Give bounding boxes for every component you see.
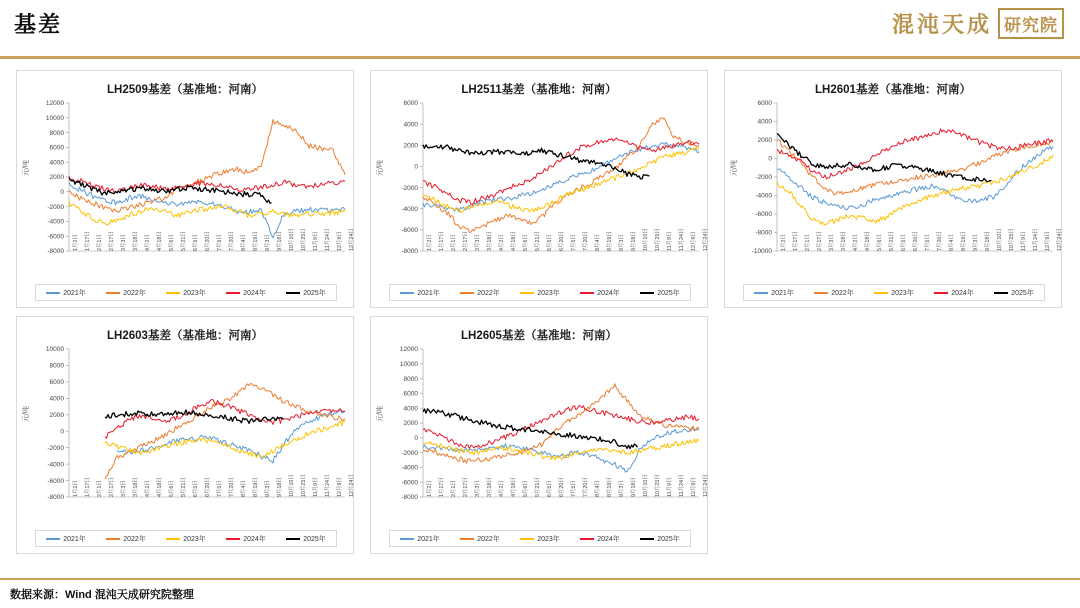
x-tick-label: 5月6日	[523, 480, 529, 497]
legend-label: 2025年	[303, 535, 326, 543]
x-tick-label: 6月20日	[205, 231, 211, 251]
legend-item-2023年[interactable]	[520, 288, 560, 298]
series-line-2024年	[777, 129, 1053, 179]
x-tick-label: 11月24日	[679, 228, 685, 251]
series-line-2022年	[423, 384, 699, 463]
svg-text:-6000: -6000	[401, 227, 418, 235]
x-tick-label: 4月18日	[511, 477, 517, 497]
svg-text:2000: 2000	[403, 142, 418, 150]
svg-text:6000: 6000	[403, 390, 418, 398]
svg-text:-10000: -10000	[751, 248, 772, 256]
legend-swatch-icon	[460, 538, 474, 540]
x-tick-label: 2月1日	[451, 480, 457, 497]
x-tick-label: 5月21日	[181, 477, 187, 497]
svg-text:-2000: -2000	[47, 444, 64, 452]
svg-text:10000: 10000	[399, 361, 418, 368]
legend-swatch-icon	[226, 538, 240, 540]
x-tick-label: 10月10日	[643, 474, 649, 497]
legend-swatch-icon	[520, 292, 534, 294]
y-axis-label: 元/吨	[731, 160, 738, 176]
y-axis-label: 元/吨	[23, 160, 30, 176]
x-tick-label: 7月5日	[217, 480, 223, 497]
x-tick-label: 2月17日	[109, 477, 115, 497]
legend-swatch-icon	[934, 292, 948, 294]
legend-item-2022年[interactable]	[106, 534, 146, 544]
legend-label: 2024年	[243, 289, 266, 297]
legend-label: 2021年	[63, 535, 86, 543]
x-tick-label: 5月21日	[535, 231, 541, 251]
chart-cell	[716, 66, 1070, 312]
legend-label: 2022年	[831, 289, 854, 297]
legend-swatch-icon	[874, 292, 888, 294]
x-tick-label: 1月2日	[427, 234, 433, 251]
x-tick-label: 9月18日	[985, 231, 991, 251]
legend-swatch-icon	[46, 538, 60, 540]
legend-item-2023年[interactable]	[874, 288, 914, 298]
svg-text:0: 0	[414, 163, 418, 171]
x-tick-label: 4月18日	[511, 231, 517, 251]
legend-swatch-icon	[286, 538, 300, 540]
x-tick-label: 5月6日	[523, 234, 529, 251]
legend-label: 2023年	[891, 289, 914, 297]
legend-swatch-icon	[46, 292, 60, 294]
x-tick-label: 6月5日	[547, 234, 553, 251]
x-tick-label: 7月5日	[217, 234, 223, 251]
x-tick-label: 2月17日	[463, 231, 469, 251]
x-tick-label: 12月24日	[703, 474, 709, 497]
x-tick-label: 2月1日	[805, 234, 811, 251]
legend-label: 2024年	[951, 289, 974, 297]
legend-item-2021年[interactable]	[46, 534, 86, 544]
x-tick-label: 3月18日	[487, 231, 493, 251]
legend-item-2025年[interactable]	[286, 534, 326, 544]
svg-text:-6000: -6000	[401, 479, 418, 487]
brand-logo	[892, 8, 1064, 39]
legend-label: 2022年	[477, 289, 500, 297]
x-tick-label: 7月20日	[583, 477, 589, 497]
svg-text:2000: 2000	[757, 137, 772, 145]
x-tick-label: 12月24日	[349, 474, 355, 497]
x-tick-label: 7月5日	[571, 234, 577, 251]
x-tick-label: 10月10日	[997, 228, 1003, 251]
x-tick-label: 4月18日	[157, 231, 163, 251]
x-tick-label: 3月3日	[475, 480, 481, 497]
x-tick-label: 8月19日	[607, 231, 613, 251]
x-tick-label: 3月18日	[133, 477, 139, 497]
x-tick-label: 7月20日	[937, 231, 943, 251]
chart-legend[interactable]	[389, 284, 691, 301]
x-tick-label: 3月3日	[121, 234, 127, 251]
x-tick-label: 2月1日	[97, 234, 103, 251]
legend-item-2021年[interactable]	[46, 288, 86, 298]
legend-item-2023年[interactable]	[166, 534, 206, 544]
svg-text:0: 0	[414, 435, 418, 442]
x-tick-label: 11月24日	[325, 474, 331, 497]
svg-text:6000: 6000	[49, 144, 64, 152]
x-tick-label: 8月19日	[607, 477, 613, 497]
svg-text:-4000: -4000	[47, 218, 64, 226]
x-tick-label: 9月18日	[277, 477, 283, 497]
legend-swatch-icon	[814, 292, 828, 294]
legend-label: 2024年	[243, 535, 266, 543]
x-tick-label: 10月25日	[655, 228, 661, 251]
svg-text:-2000: -2000	[755, 174, 772, 182]
source-note: 数据来源：Wind 混沌天成研究院整理	[10, 589, 194, 601]
x-tick-label: 5月21日	[889, 231, 895, 251]
svg-text:4000: 4000	[49, 159, 64, 167]
x-tick-label: 2月17日	[817, 231, 823, 251]
legend-label: 2025年	[657, 535, 680, 543]
chart-cell	[362, 312, 716, 558]
legend-swatch-icon	[520, 538, 534, 540]
series-line-2025年	[423, 409, 638, 449]
legend-label: 2024年	[597, 535, 620, 543]
x-tick-label: 8月4日	[595, 234, 601, 251]
x-tick-label: 9月3日	[973, 234, 979, 251]
x-tick-label: 5月21日	[181, 231, 187, 251]
legend-item-2022年[interactable]	[106, 288, 146, 298]
svg-text:2000: 2000	[49, 411, 64, 419]
x-tick-label: 1月2日	[781, 234, 787, 251]
x-tick-label: 9月18日	[631, 231, 637, 251]
x-tick-label: 11月9日	[1021, 231, 1027, 251]
svg-text:-8000: -8000	[755, 229, 772, 237]
series-line-2022年	[69, 120, 345, 213]
x-tick-label: 3月18日	[487, 477, 493, 497]
x-tick-label: 9月3日	[619, 234, 625, 251]
x-tick-label: 11月9日	[313, 477, 319, 497]
x-tick-label: 1月17日	[793, 231, 799, 251]
svg-text:-8000: -8000	[401, 494, 418, 502]
x-tick-label: 10月25日	[301, 474, 307, 497]
legend-label: 2022年	[123, 289, 146, 297]
chart-legend[interactable]	[389, 530, 691, 547]
svg-text:-4000: -4000	[401, 464, 418, 472]
legend-swatch-icon	[286, 292, 300, 294]
legend-swatch-icon	[994, 292, 1008, 294]
chart-legend[interactable]	[743, 284, 1045, 301]
x-tick-label: 8月4日	[595, 480, 601, 497]
svg-text:0: 0	[60, 189, 64, 196]
y-axis-label: 元/吨	[377, 160, 384, 176]
brand-name: 混沌天成	[891, 12, 992, 37]
x-tick-label: 2月17日	[463, 477, 469, 497]
svg-text:12000: 12000	[45, 100, 64, 108]
x-tick-label: 10月10日	[643, 228, 649, 251]
x-tick-label: 5月6日	[169, 234, 175, 251]
svg-text:0: 0	[60, 428, 64, 436]
legend-swatch-icon	[166, 538, 180, 540]
x-tick-label: 4月2日	[145, 234, 151, 251]
legend-swatch-icon	[106, 292, 120, 294]
svg-text:12000: 12000	[399, 346, 418, 354]
svg-text:6000: 6000	[49, 379, 64, 387]
legend-item-2021年[interactable]	[754, 288, 794, 298]
x-tick-label: 7月20日	[229, 231, 235, 251]
x-tick-label: 9月18日	[631, 477, 637, 497]
x-tick-label: 3月18日	[841, 231, 847, 251]
x-tick-label: 4月18日	[157, 477, 163, 497]
x-tick-label: 1月17日	[85, 231, 91, 251]
legend-label: 2021年	[771, 289, 794, 297]
y-axis-label: 元/吨	[377, 406, 384, 422]
x-tick-label: 6月5日	[547, 480, 553, 497]
chart-cell	[8, 312, 362, 558]
x-tick-label: 6月20日	[559, 477, 565, 497]
svg-text:4000: 4000	[49, 395, 64, 403]
header-divider	[0, 56, 1080, 59]
svg-text:-8000: -8000	[47, 494, 64, 502]
footer-divider	[0, 578, 1080, 580]
svg-text:-4000: -4000	[401, 205, 418, 213]
legend-label: 2023年	[183, 289, 206, 297]
legend-label: 2025年	[657, 289, 680, 297]
chart-title: LH2511基差（基准地：河南）	[461, 84, 617, 96]
y-axis-label: 元/吨	[23, 406, 30, 422]
x-tick-label: 8月19日	[253, 231, 259, 251]
x-tick-label: 12月9日	[691, 231, 697, 251]
series-line-2024年	[105, 400, 345, 439]
chart-panel-3[interactable]	[724, 70, 1062, 308]
chart-title: LH2603基差（基准地：河南）	[107, 330, 263, 342]
x-tick-label: 5月6日	[169, 480, 175, 497]
chart-cell	[8, 66, 362, 312]
legend-item-2022年[interactable]	[460, 534, 500, 544]
x-tick-label: 6月5日	[193, 234, 199, 251]
x-tick-label: 7月5日	[571, 480, 577, 497]
x-tick-label: 12月9日	[337, 477, 343, 497]
legend-label: 2023年	[183, 535, 206, 543]
svg-text:-2000: -2000	[47, 203, 64, 211]
svg-text:4000: 4000	[757, 118, 772, 126]
legend-swatch-icon	[640, 538, 654, 540]
x-tick-label: 10月10日	[289, 474, 295, 497]
x-tick-label: 7月20日	[229, 477, 235, 497]
x-tick-label: 4月18日	[865, 231, 871, 251]
x-tick-label: 8月4日	[241, 234, 247, 251]
x-tick-label: 3月3日	[475, 234, 481, 251]
legend-swatch-icon	[400, 292, 414, 294]
svg-text:8000: 8000	[49, 129, 64, 137]
legend-item-2025年[interactable]	[640, 288, 680, 298]
chart-panel-5[interactable]	[370, 316, 708, 554]
legend-label: 2025年	[303, 289, 326, 297]
svg-text:8000: 8000	[403, 375, 418, 383]
legend-swatch-icon	[754, 292, 768, 294]
chart-title: LH2601基差（基准地：河南）	[815, 84, 971, 96]
x-tick-label: 6月20日	[205, 477, 211, 497]
series-line-2021年	[423, 428, 699, 472]
x-tick-label: 9月3日	[265, 234, 271, 251]
x-tick-label: 6月20日	[913, 231, 919, 251]
svg-text:-8000: -8000	[47, 248, 64, 256]
x-tick-label: 1月2日	[73, 480, 79, 497]
series-line-2023年	[69, 201, 345, 225]
x-tick-label: 9月18日	[277, 231, 283, 251]
svg-text:0: 0	[768, 155, 772, 163]
series-line-2021年	[777, 146, 1053, 210]
chart-legend[interactable]	[35, 284, 337, 301]
x-tick-label: 12月9日	[691, 477, 697, 497]
x-tick-label: 11月9日	[313, 231, 319, 251]
svg-text:4000: 4000	[403, 405, 418, 413]
x-tick-label: 3月18日	[133, 231, 139, 251]
chart-cell-empty	[716, 312, 1070, 558]
x-tick-label: 9月3日	[619, 480, 625, 497]
legend-swatch-icon	[400, 538, 414, 540]
legend-label: 2024年	[597, 289, 620, 297]
x-tick-label: 12月9日	[337, 231, 343, 251]
legend-item-2025年[interactable]	[994, 288, 1034, 298]
x-tick-label: 8月4日	[949, 234, 955, 251]
svg-text:2000: 2000	[49, 174, 64, 182]
x-tick-label: 12月9日	[1045, 231, 1051, 251]
chart-panel-2[interactable]	[370, 70, 708, 308]
x-tick-label: 1月2日	[73, 234, 79, 251]
legend-label: 2021年	[417, 289, 440, 297]
series-line-2023年	[105, 420, 345, 458]
x-tick-label: 12月24日	[1057, 228, 1063, 251]
x-tick-label: 12月24日	[349, 228, 355, 251]
svg-text:-6000: -6000	[47, 233, 64, 241]
x-tick-label: 8月4日	[241, 480, 247, 497]
x-tick-label: 12月24日	[703, 228, 709, 251]
svg-text:-2000: -2000	[401, 449, 418, 457]
x-tick-label: 4月2日	[499, 234, 505, 251]
svg-text:4000: 4000	[403, 121, 418, 129]
x-tick-label: 7月20日	[583, 231, 589, 251]
x-tick-label: 10月10日	[289, 228, 295, 251]
x-tick-label: 11月9日	[667, 231, 673, 251]
legend-label: 2021年	[63, 289, 86, 297]
x-tick-label: 11月9日	[667, 477, 673, 497]
svg-text:10000: 10000	[45, 115, 64, 122]
legend-item-2025年[interactable]	[286, 288, 326, 298]
legend-item-2024年[interactable]	[580, 288, 620, 298]
x-tick-label: 3月3日	[121, 480, 127, 497]
legend-label: 2022年	[123, 535, 146, 543]
x-tick-label: 6月20日	[559, 231, 565, 251]
x-tick-label: 8月19日	[253, 477, 259, 497]
x-tick-label: 2月1日	[451, 234, 457, 251]
x-tick-label: 10月25日	[1009, 228, 1015, 251]
x-tick-label: 4月2日	[853, 234, 859, 251]
svg-text:6000: 6000	[757, 100, 772, 108]
legend-item-2022年[interactable]	[814, 288, 854, 298]
x-tick-label: 11月24日	[325, 228, 331, 251]
svg-text:-6000: -6000	[755, 211, 772, 219]
x-tick-label: 7月5日	[925, 234, 931, 251]
legend-swatch-icon	[640, 292, 654, 294]
x-tick-label: 1月17日	[439, 477, 445, 497]
x-tick-label: 1月17日	[85, 477, 91, 497]
x-tick-label: 1月2日	[427, 480, 433, 497]
legend-item-2024年[interactable]	[226, 534, 266, 544]
x-tick-label: 6月5日	[193, 480, 199, 497]
series-line-2024年	[423, 138, 699, 205]
legend-label: 2025年	[1011, 289, 1034, 297]
x-tick-label: 1月17日	[439, 231, 445, 251]
legend-swatch-icon	[580, 292, 594, 294]
chart-title: LH2605基差（基准地：河南）	[461, 330, 617, 342]
svg-text:6000: 6000	[403, 100, 418, 108]
svg-text:-8000: -8000	[401, 248, 418, 256]
chart-cell	[362, 66, 716, 312]
legend-item-2024年[interactable]	[226, 288, 266, 298]
x-tick-label: 10月25日	[301, 228, 307, 251]
legend-swatch-icon	[166, 292, 180, 294]
series-line-2025年	[69, 178, 272, 203]
svg-text:-2000: -2000	[401, 184, 418, 192]
legend-swatch-icon	[460, 292, 474, 294]
series-line-2025年	[423, 145, 650, 179]
svg-text:-4000: -4000	[755, 192, 772, 200]
legend-label: 2021年	[417, 535, 440, 543]
x-tick-label: 10月25日	[655, 474, 661, 497]
legend-item-2025年[interactable]	[640, 534, 680, 544]
legend-item-2023年[interactable]	[166, 288, 206, 298]
series-line-2022年	[423, 118, 699, 233]
series-line-2022年	[105, 384, 345, 480]
legend-item-2021年[interactable]	[400, 288, 440, 298]
x-tick-label: 4月2日	[499, 480, 505, 497]
legend-swatch-icon	[580, 538, 594, 540]
legend-swatch-icon	[226, 292, 240, 294]
x-tick-label: 11月24日	[679, 474, 685, 497]
chart-grid	[8, 66, 1072, 558]
x-tick-label: 4月2日	[145, 480, 151, 497]
x-tick-label: 5月21日	[535, 477, 541, 497]
legend-label: 2023年	[537, 535, 560, 543]
chart-panel-1[interactable]	[16, 70, 354, 308]
page-title: 基差	[14, 12, 63, 37]
series-line-2023年	[423, 148, 699, 213]
legend-item-2024年[interactable]	[934, 288, 974, 298]
x-tick-label: 11月24日	[1033, 228, 1039, 251]
svg-text:2000: 2000	[403, 420, 418, 428]
x-tick-label: 5月6日	[877, 234, 883, 251]
legend-item-2021年[interactable]	[400, 534, 440, 544]
svg-text:8000: 8000	[49, 362, 64, 370]
svg-text:10000: 10000	[45, 346, 64, 354]
x-tick-label: 2月1日	[97, 480, 103, 497]
chart-title: LH2509基差（基准地：河南）	[107, 84, 263, 96]
legend-swatch-icon	[106, 538, 120, 540]
chart-panel-4[interactable]	[16, 316, 354, 554]
legend-item-2023年[interactable]	[520, 534, 560, 544]
x-tick-label: 3月3日	[829, 234, 835, 251]
x-tick-label: 9月3日	[265, 480, 271, 497]
svg-text:-4000: -4000	[47, 461, 64, 469]
x-tick-label: 6月5日	[901, 234, 907, 251]
svg-text:-6000: -6000	[47, 477, 64, 485]
legend-item-2024年[interactable]	[580, 534, 620, 544]
x-tick-label: 2月17日	[109, 231, 115, 251]
legend-item-2022年[interactable]	[460, 288, 500, 298]
brand-institute: 研究院	[998, 8, 1064, 39]
legend-label: 2022年	[477, 535, 500, 543]
x-tick-label: 8月19日	[961, 231, 967, 251]
chart-legend[interactable]	[35, 530, 337, 547]
legend-label: 2023年	[537, 289, 560, 297]
